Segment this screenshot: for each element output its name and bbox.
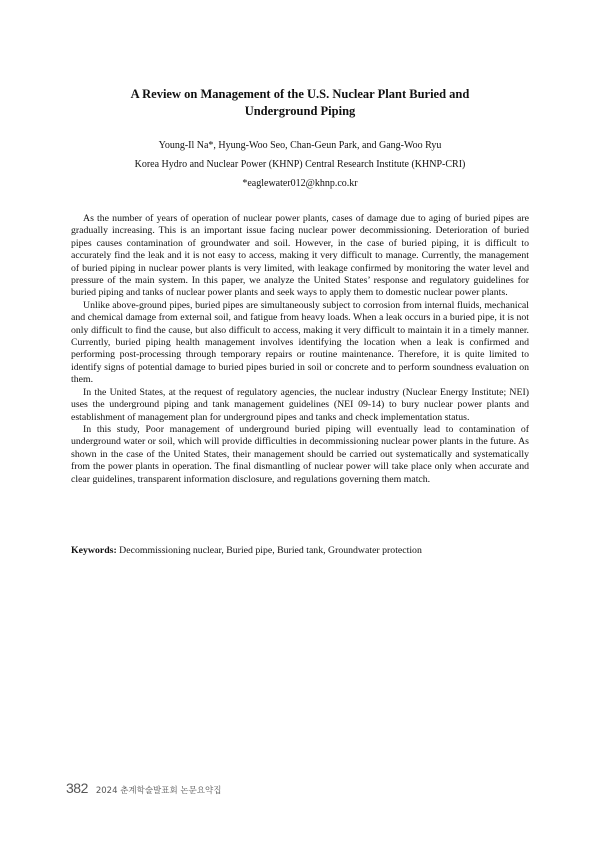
- abstract-paragraph-1: As the number of years of operation of nuclear power plants, cases of damage due to aging of buried pipes are gradually increasing. This is an important issue facing nuclear power decommissioning. Deterioration of buried pipes causes contamination of groundwater and soil. However, in the case of buried piping, it is difficult to accurately find the leak and it is not easy to access, making it very difficult to manage. Currently, the management of buried piping in nuclear power plants is very limited, with leakage confirmed by monitoring the water level and pressure of the main system. In this paper, we analyze the United States’ response and regulatory guidelines for buried piping and tanks of nuclear power plants and seek ways to apply them to domestic nuclear power plants.: [71, 213, 529, 299]
- keywords-list: Decommissioning nuclear, Buried pipe, Buried tank, Groundwater protection: [116, 545, 422, 556]
- email-link[interactable]: *eaglewater012@khnp.co.kr: [242, 178, 358, 189]
- abstract-paragraph-3: In the United States, at the request of regulatory agencies, the nuclear industry (Nuclear Energy Institute; NEI) uses the underground piping and tank management guidelines (NEI 09-14) to bury nuclear power plants and establishment of management plan for underground pipes and tanks and check implementation status.: [71, 386, 529, 423]
- authors: Young-Il Na*, Hyung-Woo Seo, Chan-Geun Park, and Gang-Woo Ryu: [158, 140, 442, 151]
- keywords-label: Keywords:: [71, 545, 117, 556]
- abstract-paragraph-2: Unlike above-ground pipes, buried pipes are simultaneously subject to corrosion from internal fluids, mechanical and chemical damage from external soil, and fatigue from heavy loads. When a leak occurs in a buried pipe, it is not only difficult to find the cause, but also difficult to access, making it very difficult to maintain it in a timely manner. Currently, buried piping health management involves identifying the location when a leak is confirmed and performing post-processing through temporary repairs or routine maintenance. Therefore, it is quite limited to identify signs of potential damage to buried pipes buried in soil or concrete and to perform soundness evaluation on them.: [71, 299, 529, 386]
- keywords: [71, 545, 529, 557]
- affiliation: Korea Hydro and Nuclear Power (KHNP) Central Research Institute (KHNP-CRI): [134, 159, 466, 170]
- abstract-paragraph-4: In this study, Poor management of underground buried piping will eventually lead to contamination of underground water or soil, which will provide difficulties in decommissioning nuclear power plants in the future. As shown in the case of the United States, their management should be carried out systematically and systematically from the power plants in operation. The final dismantling of nuclear power will take place only when accurate and clear guidelines, transparent information disclosure, and regulations governing them match.: [71, 423, 529, 485]
- page-footer: [66, 780, 221, 796]
- journal-name: 2024 춘계학술발표회 논문요약집: [95, 786, 222, 796]
- paper-title: A Review on Management of the U.S. Nuclear Plant Buried and Underground Piping: [130, 87, 470, 118]
- page-number: 382: [66, 780, 88, 796]
- abstract: [71, 213, 529, 486]
